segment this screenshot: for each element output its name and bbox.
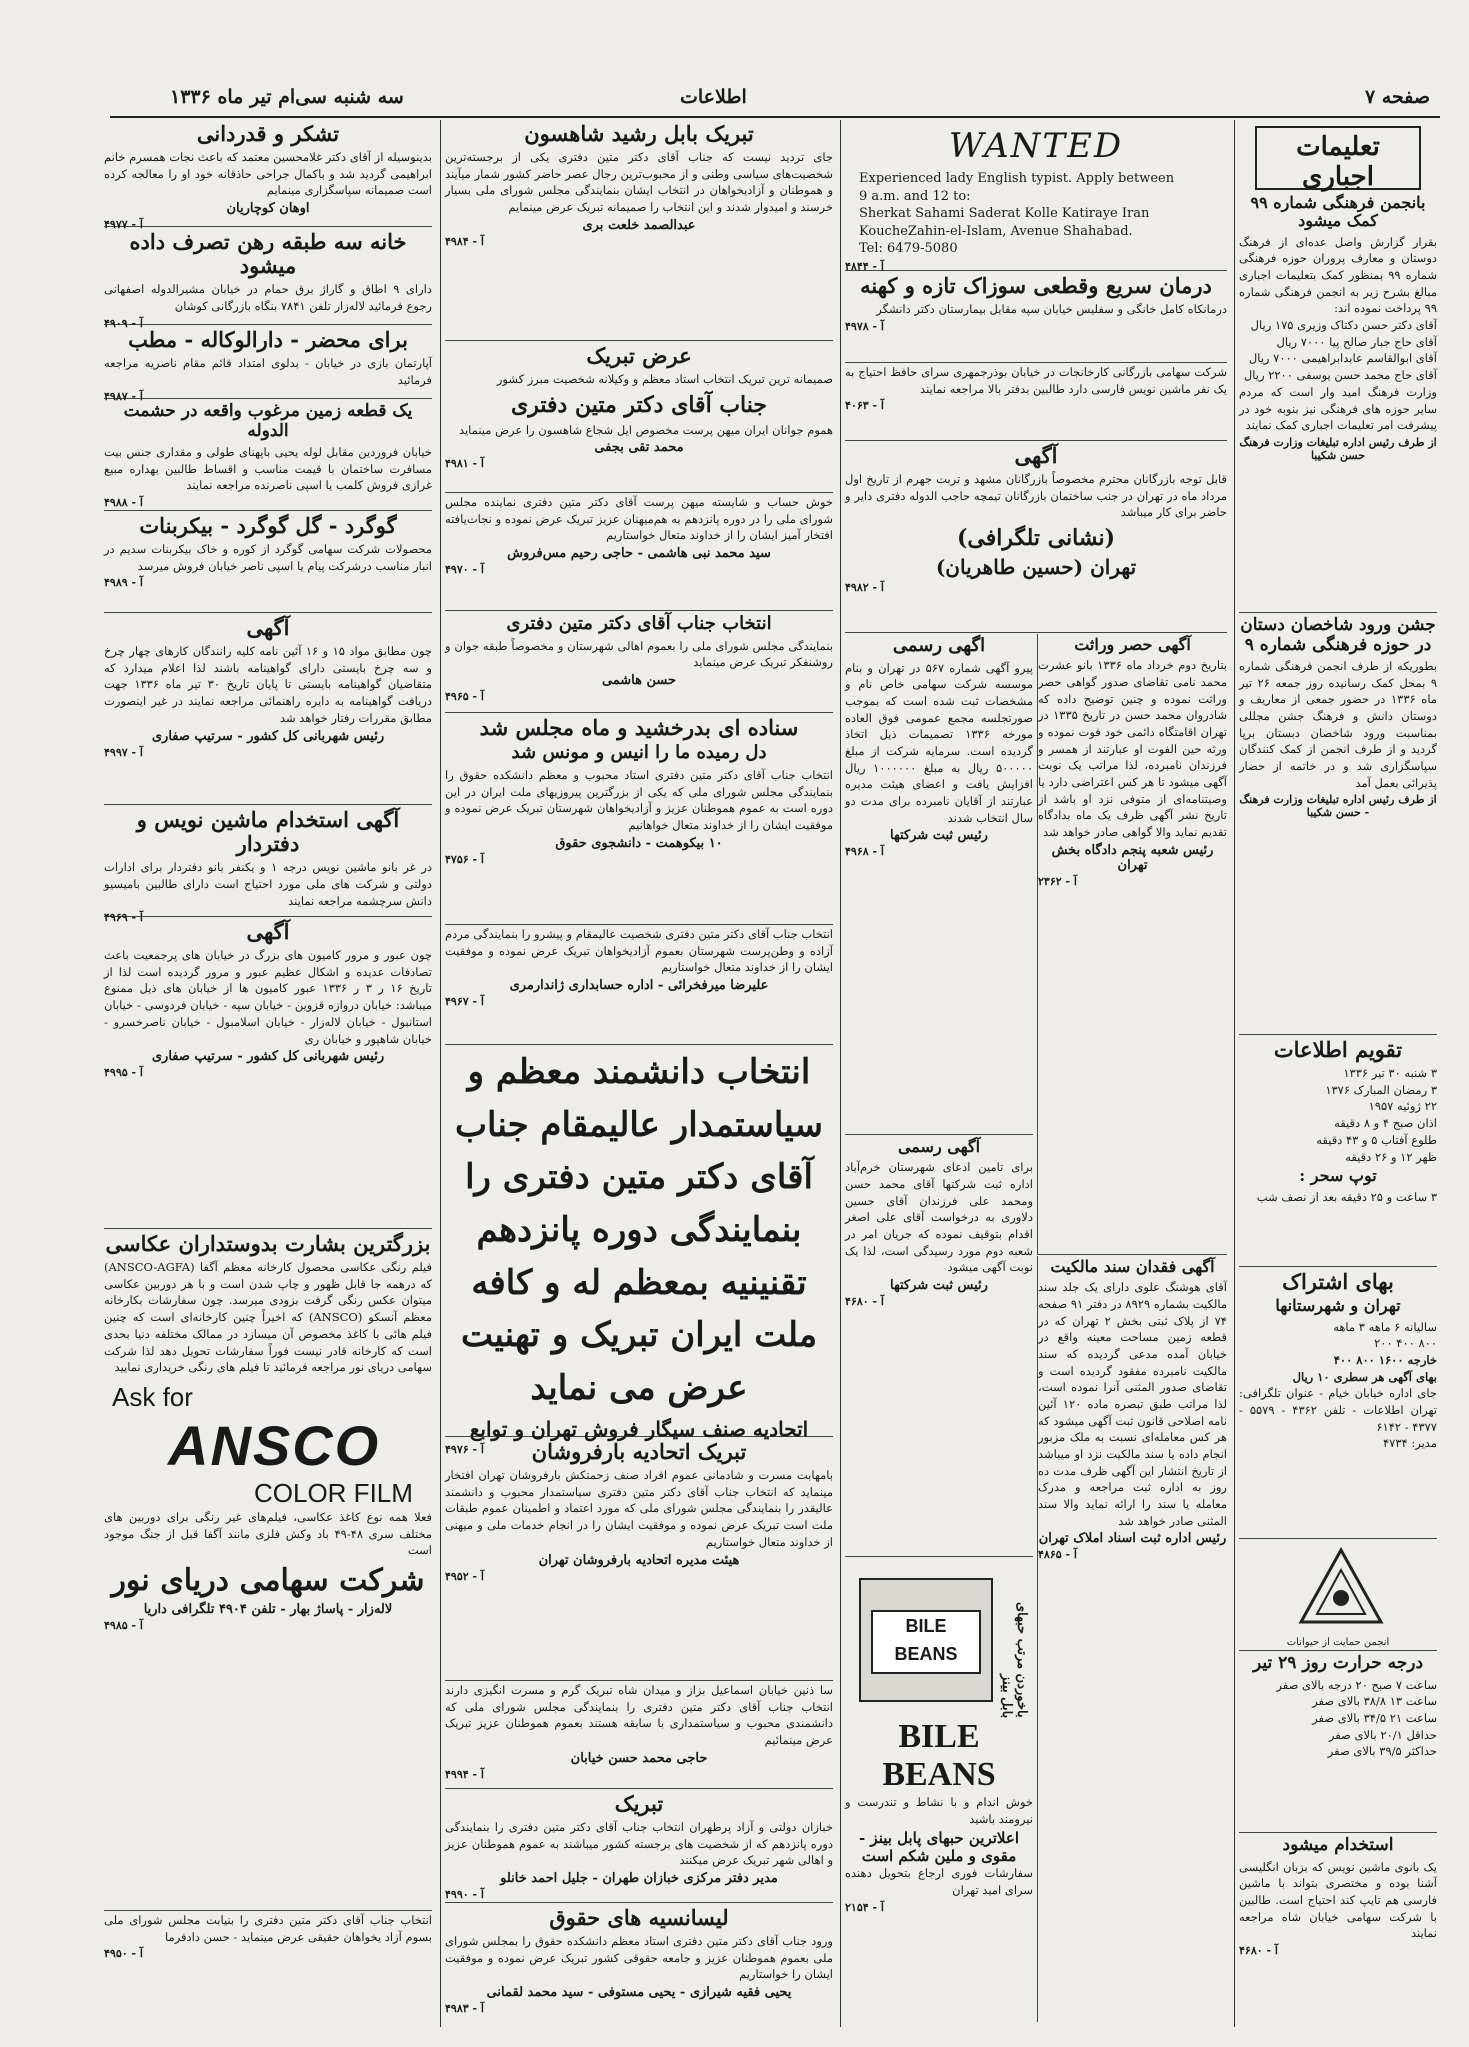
sanad-ref: آ - ۴۷۵۶ xyxy=(445,852,484,866)
shojaee-ad xyxy=(445,926,833,1045)
job-ref: آ - ۴۶۸۰ xyxy=(1239,1943,1278,1957)
treatment-ad xyxy=(845,272,1227,363)
shahsun-body: جای تردید نیست که جناب آقای دکتر متین دفتری یکی از برجسته‌ترین شخصیت‌های سیاسی وطنی و از محبوب‌ترین رجال عصر حاضر کشور شمار میآیند و هموطنان و آزادیخواهان در انتخاب ایشان بنمایندگی مجلس شورای ملی بسیار خرسند و امیدوار شدند و این انتخاب را صمیمانه تبریک عرض مینمایم xyxy=(445,150,833,215)
column-2 xyxy=(440,120,837,2027)
hasr-ad xyxy=(1037,634,1227,1255)
sulfur-ref: آ - ۴۹۸۹ xyxy=(104,576,143,590)
rasmi-signature: رئیس ثبت شرکتها xyxy=(890,828,988,844)
sulfur-ad xyxy=(104,512,432,613)
job-title: استخدام میشود xyxy=(1282,1835,1394,1855)
rasmi2-ad xyxy=(845,1136,1033,1557)
treatment-title: درمان سریع وقطعی سوزاک تازه و کهنه xyxy=(860,273,1212,298)
anjoman-ad xyxy=(1239,192,1437,613)
tabrik2-signature: مدیر دفتر مرکزی خبازان طهران - جلیل احمد خانلو xyxy=(500,1871,778,1887)
bile-beans-package-label: BILE BEANS xyxy=(871,1610,981,1674)
land-ref: آ - ۴۹۸۸ xyxy=(104,496,143,510)
wanted-ref: آ - ۴۸۴۴ xyxy=(845,259,884,273)
temperature-row-1: ساعت ۷ صبح ۲۰ درجه بالای صفر xyxy=(1276,1677,1437,1692)
sanad-subtitle: دل رمیده ما را انیس و مونس شد xyxy=(511,742,767,764)
wanted-title: WANTED xyxy=(948,126,1124,166)
ansco-ask: Ask for xyxy=(112,1381,193,1412)
notice2-ref: آ - ۴۹۹۵ xyxy=(104,1066,143,1080)
notice1-signature: رئیس شهربانی کل کشور - سرتیپ صفاری xyxy=(151,728,385,744)
bile-beans-package-image xyxy=(859,1578,993,1702)
bile-beans-title: BILE BEANS xyxy=(882,1718,996,1793)
tabrik-ref: آ - ۴۹۸۱ xyxy=(445,457,484,471)
temperature-title: درجه حرارت روز ۲۹ تیر xyxy=(1252,1653,1424,1673)
calendar-line-6: ظهر ۱۲ و ۲۶ دقیقه xyxy=(1345,1149,1437,1164)
tabrik2-title: تبریک xyxy=(614,1791,664,1816)
calendar-line-4: اذان صبح ۴ و ۸ دقیقه xyxy=(1334,1116,1437,1131)
hasr-signature: رئیس شعبه پنجم دادگاه بخش تهران xyxy=(1051,842,1214,873)
thanks-body: بدینوسیله از آقای دکتر غلامحسین معتمد که باعث نجات همسرم خانم ابراهیمی گردید شد و باکمال جراحی حاذقانه خود او را معالجه کرده است صمیمانه سپاسگزاری مینمایم xyxy=(103,150,432,198)
bile-beans-body: خوش اندام و با نشاط و تندرست و نیرومند باشید xyxy=(845,1795,1033,1826)
tabrik-ad xyxy=(445,342,833,493)
ansco-body: فیلم رنگی عکاسی محصول کارخانه معظم آگفا (ANSCO-AGFA) که درهمه جا قابل ظهور و چاپ شدن است و با هر دوربین عکاسی میتوان عکس رنگی گرفت بزودی میرسد. چون سفارشات بکارخانه معظم آنسکو (ANSCO) که اخیراً چنین کارخانه‌ای است که چنین فیلم هائی با کاغذ مخصوص آن میسازد در ممالک مختلفه دنیا بحدی است که کارخانه قادر نیست فوراً سفارشات تحویل دهد لذا شرکت سهامی دریای نور مراجعه فرمائید تا فیلم های رنگی خریداری نمایید xyxy=(104,1260,433,1375)
notice2-title: آگهی xyxy=(246,919,290,944)
tabrik2-body: خبازان دولتی و آزاد پرطهران انتخاب جناب آقای دکتر متین دفتری را بنمایندگی دوره پانزدهم که از شخصیت های برجسته کشور میباشند به عموم هموطنان عزیز و اهالی شهر تبریک عرض میکنند xyxy=(445,1820,833,1868)
entekhab-ref: آ - ۴۹۶۵ xyxy=(445,690,484,704)
shop-ref: آ - ۴۰۶۳ xyxy=(845,399,884,413)
jashn-title: جشن ورود شاخصان دستان در حوزه فرهنگی شماره ۹ xyxy=(1240,615,1436,655)
rasmi-title: اگهی رسمی xyxy=(892,635,986,656)
shojaee-body: انتخاب جناب آقای دکتر متین دفتری شخصیت عالیمقام و پیشرو را بنمایندگی مردم آزاده و وطن‌پرست شهرستان بعموم آزادیخواهان تبریک عرض نموده و موفقیت ایشان را از خداوند متعال خواستاریم xyxy=(445,927,833,975)
thanks-title: تشکر و قدردانی xyxy=(196,121,340,146)
big-congrats-text: انتخاب دانشمند معظم و سیاستمدار عالیمقام جناب آقای دکتر متین دفتری را بنمایندگی دوره پانزدهم تقنینیه بمعظم له و کافه ملت ایران تبریک و تهنیت عرض می نماید xyxy=(454,1052,824,1409)
rasmi2-ref: آ - ۴۶۸۰ xyxy=(845,1295,884,1309)
sanad-signature: ۱۰ بیکوهمت - دانشجوی حقوق xyxy=(555,835,723,851)
sahar-title: توپ سحر : xyxy=(1299,1166,1377,1186)
subscription-title: بهای اشتراک xyxy=(1282,1269,1394,1294)
sulfur-title: گوگرد - گل گوگرد - بیکربنات xyxy=(139,513,397,538)
notice2-signature: رئیس شهربانی کل کشور - سرتیپ صفاری xyxy=(151,1049,385,1065)
entekhab-body: بنمایندگی مجلس شورای ملی را بعموم اهالی شهرستان و مخصوصاً طبقه جوان و روشنفکر تبریک عرض مینماید xyxy=(445,638,833,670)
thanks-ad xyxy=(103,120,432,232)
house-ref: آ - ۴۹۰۹ xyxy=(104,316,143,330)
shop-ad xyxy=(845,364,1227,441)
land-title: یک قطعه زمین مرغوب واقعه در حشمت الدوله xyxy=(123,401,413,441)
notice1-ref: آ - ۴۹۹۷ xyxy=(104,745,143,759)
tabrik2-ref: آ - ۴۹۹۰ xyxy=(445,1888,484,1902)
sanad-ad xyxy=(445,714,833,925)
ansco-title: بزرگترین بشارت بدوستداران عکاسی xyxy=(105,1231,431,1256)
baarforush-title: تبریک اتحادیه بارفروشان xyxy=(531,1439,747,1464)
bile-beans-distributor: سفارشات فوری ارجاع بتحویل دهنده سرای امید تهران xyxy=(845,1866,1033,1898)
entekhab-signature: حسن هاشمی xyxy=(601,673,677,689)
issue-date: سه شنبه سی‌ام تیر ماه ۱۳۳۶ xyxy=(170,86,404,108)
land-ad xyxy=(104,400,432,511)
house-title: خانه سه طبقه رهن تصرف داده میشود xyxy=(129,229,407,279)
big-congrats-signature: اتحادیه صنف سیگار فروش تهران و توابع xyxy=(469,1416,809,1441)
column-3 xyxy=(840,120,1231,2027)
agahi-ad xyxy=(845,442,1227,633)
law-title: لیسانسیه های حقوق xyxy=(549,1905,729,1930)
agahi-body: قابل توجه بازرگانان محترم مخصوصاً بازرگانان مشهد و تربت جهرم از تاریخ اول مرداد ماه در تهران در جنب ساختمان بازرگانان تیمچه حاجب الدوله دفتری دایر و حاضر برای کار میباشد xyxy=(845,472,1227,520)
office-address: جای اداره خیابان خیام - عنوان تلگرافی: تهران اطلاعات - تلفن ۴۳۶۲ - ۵۵۷۹ - ۴۳۷۷ - ۶۱۴۲ xyxy=(1239,1386,1438,1434)
khoshnood-ad xyxy=(445,494,833,611)
hasr-title: آگهی حصر وراثت xyxy=(1074,635,1191,654)
shop-body: شرکت سهامی بازرگانی کارخانجات در خیابان بوذرجمهری سرای حافظ احتیاج به یک نفر ماشین نویس فارسی دارد طالبین بدفتر بالا مراجعه نمایند xyxy=(845,365,1227,396)
treatment-body: درمانکاه کامل خانگی و سفلیس خیابان سپه مقابل بیمارستان دکتر دانشگر xyxy=(876,302,1227,317)
tabrik-body-2: هموم جوانان ایران میهن پرست مخصوص ایل شجاع شاهسون را عرض مینماید xyxy=(458,422,833,437)
ansco-company: شرکت سهامی دریای نور xyxy=(111,1562,425,1598)
shojaee-ref: آ - ۴۹۶۷ xyxy=(445,995,484,1009)
tabrik2-ad xyxy=(445,1790,833,1903)
treatment-ref: آ - ۴۹۷۸ xyxy=(845,319,884,333)
column-1 xyxy=(100,120,436,2027)
temperature-row-4: حداقل ۲۰/۱ بالای صفر xyxy=(1328,1727,1437,1742)
ansco-body-2: فعلا همه نوع کاغذ عکاسی، فیلم‌های غیر رنگی برای دوربین های مختلف سری ۴۸-۴۹ باد وکش فلزی مانند آگفا قبل از جنگ موجود است xyxy=(104,1509,432,1558)
agahi-title: آگهی xyxy=(1014,443,1058,468)
anjoman-body: بقرار گزارش واصل عده‌ای از فرهنگ دوستان و معارف پروران حوزه فرهنگی شماره ۹۹ بمنظور کمک بتعلیمات اجباری مبالغ بشرح زیر به انجمن فرهنگی شماره ۹۹ پرداخت نموده اند: xyxy=(1239,234,1438,316)
election-ad xyxy=(104,1912,432,2022)
notary-body: آپارتمان بازی در خیابان - بدلوی امتداد قائم مقام ناصریه مراجعه فرمائید xyxy=(104,356,432,387)
tabrik-title: عرض تبریک xyxy=(586,343,692,368)
anjoman-signature: از طرف رئیس اداره تبلیغات وزارت فرهنگ حسن شکیبا xyxy=(1239,435,1437,462)
ansco-color-film: COLOR FILM xyxy=(254,1477,413,1508)
bile-beans-ref: آ - ۲۱۵۴ xyxy=(845,1900,884,1914)
baarforush-ad xyxy=(445,1438,833,1681)
haji-body: سا ذنین خیابان اسماعیل بزاز و میدان شاه تبریک گرم و مسرت انگیزی دارند انتخاب جناب آقای دکتر متین دفتری را بنمایندگی مجلس شورای ملی که دانشمندی محبوب و سیاستمداری با سابقه هستند بعموم هموطنان عزیز تبریک عرض مینمائیم xyxy=(445,1683,833,1748)
subscription-subtitle: تهران و شهرستانها xyxy=(1275,1296,1401,1316)
calendar-line-3: ۲۲ ژوئیه ۱۹۵۷ xyxy=(1368,1099,1437,1114)
anjoman-item-4: آقای حاج محمد حسن یوسفی ۲۲۰۰ ریال xyxy=(1243,368,1437,383)
khoshnood-body: خوش حساب و شایسته میهن پرست آقای دکتر متین دفتری نماینده مجلس شورای ملی را در دوره پانزدهم به هم‌میهنان عزیز تبریک عرض نموده و نجات‌یافته افتخار آمیز ایشان را از خداوند متعال خواستاریم xyxy=(445,495,833,543)
mali-title: آگهی فقدان سند مالکیت xyxy=(1050,1257,1215,1276)
calendar-box xyxy=(1239,1036,1437,1267)
calendar-line-1: ۳ شنبه ۳۰ تیر ۱۳۳۶ xyxy=(1343,1066,1437,1081)
subscription-row-1: سالیانه ۶ ماهه ۳ ماهه xyxy=(1333,1319,1437,1334)
wanted-line-2: 9 a.m. and 12 to: xyxy=(859,188,971,204)
editor-line: مدیر: ۴۷۳۴ xyxy=(1383,1436,1437,1451)
anjoman-item-1: آقای دکتر حسن دکتاک وزیری ۱۷۵ ریال xyxy=(1250,318,1437,333)
ansco-ad xyxy=(104,1230,432,1911)
mali-signature: رئیس اداره ثبت اسناد املاک تهران xyxy=(1038,1531,1227,1547)
temperature-row-2: ساعت ۱۳ ۳۸/۸ بالای صفر xyxy=(1312,1694,1437,1709)
subscription-row-3: خارجه ۱۶۰۰ ۸۰۰ ۴۰۰ xyxy=(1333,1352,1437,1367)
mali-ad xyxy=(1037,1256,1227,2022)
ansco-address: لاله‌زار - پاساژ بهار - تلفن ۴۹۰۴ تلگرافی داریا xyxy=(143,1601,393,1617)
section-title-box xyxy=(1255,126,1421,190)
law-ref: آ - ۴۹۸۳ xyxy=(445,2002,484,2016)
bile-beans-vertical-text: باخوردن مرتب حبهای بابل بینز xyxy=(999,1602,1029,1718)
sanad-body: انتخاب جناب آقای دکتر متین دفتری استاد محبوب و معظم دانشکده حقوق را بنمایندگی مجلس شورای ملی که یکی از بزرگترین پیروزیهای ملت ایران در این دوره است به عموم هموطنان عزیز و آزادیخواهان شهرستان تبریک عرض نموده و موفقیت ایشان را از خداوند متعال خواهانیم xyxy=(445,767,833,832)
notice1-body: چون مطابق مواد ۱۵ و ۱۶ آئین نامه کلیه رانندگان کارهای چهار چرخ و سه چرخ بایستی دارای گواهینامه باشند لذا اعلام میدارد که متقاضیان گواهینامه بایستی تا پایان تاریخ ۳۰ تیر ماه ۱۳۳۶ جهت دریافت گواهینامه به دایره راهنمائی مراجعه نمایند در غیر اینصورت مطابق مقررات رفتار خواهد شد xyxy=(104,644,432,725)
tabrik-body: صمیمانه ترین تبریک انتخاب استاد معظم و وکیلانه شخصیت مبرز کشور xyxy=(496,372,833,387)
job-ad xyxy=(1239,1834,1437,2022)
thanks-ref: آ - ۴۹۷۷ xyxy=(104,218,143,232)
emblem-label: انجمن حمایت از حیوانات xyxy=(1286,1637,1390,1648)
thanks-signature: اوهان کوچاریان xyxy=(226,201,310,217)
haji-signature: حاجی محمد حسن خیابان xyxy=(570,1750,708,1766)
masthead xyxy=(110,80,1440,118)
job-body: یک بانوی ماشین نویس که بزبان انگلیسی آشنا بوده و مختصری بتواند با ماشین فارسی هم تایپ کند احتیاج است. طالبین با شرکت سهامی خیابان شاه مراجعه نمایند xyxy=(1239,1859,1437,1941)
calendar-title: تقویم اطلاعات xyxy=(1273,1037,1403,1062)
tabrik-signature: محمد تقی بجفی xyxy=(594,440,684,456)
paper-name: اطلاعات xyxy=(680,86,747,108)
election-ref: آ - ۴۹۵۰ xyxy=(104,1947,143,1961)
land-body: خیابان فروردین مقابل لوله یحیی باپهنای طولی و مقداری جنس بیت مسافرت ساختمان با قیمت مناسب و اقساط طالبین بهداره مبیع غرازی فروش کلمب یا اسپی ناصرنده مراجعه نمایند xyxy=(104,445,432,493)
jashn-ad xyxy=(1239,614,1437,1035)
calendar-line-5: طلوع آفتاب ۵ و ۴۳ دقیقه xyxy=(1316,1132,1437,1147)
agahi-ref: آ - ۴۹۸۲ xyxy=(845,581,884,595)
notice1-title: آگهی xyxy=(246,615,290,640)
notary-ad xyxy=(104,326,432,404)
temperature-box xyxy=(1239,1652,1437,1833)
wanted-line-3: Sherkat Sahami Saderat Kolle Katiraye Iran xyxy=(859,206,1150,222)
baarforush-signature: هیئت مدیره اتحادیه بارفروشان تهران xyxy=(538,1552,740,1568)
rasmi2-body: برای تامین ادعای شهرستان خرم‌آباد اداره ثبت شرکتها آقای محمد حسن ومحمد علی فرزندان آقای حسین دلاوری به درخواست آقای علی اصغر اقدام بتوقیف نموده که جریان امر در شعبه دوم مورد رسیدگی است، لذا یک نوبت آگهی میشود xyxy=(845,1160,1033,1275)
hiring-ad xyxy=(104,806,433,925)
entekhab-title: انتخاب جناب آقای دکتر متین دفتری xyxy=(506,613,772,634)
house-ad xyxy=(104,228,432,330)
notary-title: برای محضر - دارالوکاله - مطب xyxy=(128,327,408,352)
khoshnood-signature: سید محمد نبی هاشمی - حاجی رحیم مس‌فروش xyxy=(507,546,771,562)
ad-price: بهای آگهی هر سطری ۱۰ ریال xyxy=(1292,1369,1437,1384)
wanted-ad xyxy=(845,120,1227,271)
baarforush-ref: آ - ۴۹۵۲ xyxy=(445,1569,484,1583)
emblem-icon xyxy=(1299,1548,1383,1626)
baarforush-body: بامهابت مسرت و شادمانی عموم افراد صنف زحمتکش بارفروشان تهران افتخار مینماید که انتخاب جناب آقای دکتر متین دفتری سیاستمدار محبوب و دانشمند عالیقدر را بنمایندگی مجلس شورای ملی که مورد اعتماد و اطمینان عموم طبقات ملت است تبریک عرض نموده و موفقیت ایشان را در انجام خدمات ملی و میهنی از خداوند متعال خواستاریم xyxy=(445,1468,833,1549)
election-body: انتخاب جناب آقای دکتر متین دفتری را بنیابت مجلس شورای ملی بسوم آزاد یخواهان حقیقی عرض مینماید - حسن دادفرما xyxy=(104,1913,432,1944)
shojaee-signature: علیرضا میرفخرائی - اداره حسابداری ژاندارمری xyxy=(509,978,769,994)
ansco-ref: آ - ۴۹۸۵ xyxy=(104,1618,143,1632)
hiring-body: در غر بانو ماشین نویس درجه ۱ و یکنفر بانو دفتردار برای ادارات دولتی و شرکت های ملی مورد احتیاج است دارای طالبین بامیسیو دانش سرچشمه مراجعه نمایند xyxy=(104,860,433,908)
agahi-highlight: (نشانی تلگرافی) xyxy=(956,525,1116,552)
jashn-body: بطوریکه از طرف انجمن فرهنگی شماره ۹ بمحل کمک رسانیده روز جمعه ۲۶ تیر ماه ۱۳۳۶ در حضور جمعی از معاریف و دوستان دانش و فرهنگ جشن مجللی بمناسبت ورود شاخصان دبستان برپا گردید و از طرف انجمن از کمک کنندگان سپاسگزاری شد و در خاتمه از حضار پذیرائی بعمل آمد xyxy=(1239,659,1437,790)
rasmi2-title: آگهی رسمی xyxy=(897,1137,981,1156)
anjoman-item-3: آقای ابوالقاسم عابدابراهیمی ۷۰۰۰ ریال xyxy=(1248,351,1437,366)
sulfur-body: محصولات شرکت سهامی گوگرد از کوره و خاک بیکربنات سدیم در انبار مناسب درشرکت پیام یا اسپی ناصر خیابان فروش میرسد xyxy=(104,542,432,573)
haji-ad xyxy=(445,1682,833,1789)
subscription-box xyxy=(1239,1268,1437,1539)
column-4 xyxy=(1234,120,1441,2027)
rasmi-ad xyxy=(845,634,1033,1135)
emblem-box xyxy=(1239,1540,1437,1651)
hasr-ref: آ - ۲۳۶۲ xyxy=(1038,874,1077,888)
hiring-title: آگهی استخدام ماشین نویس و دفتردار xyxy=(136,807,400,857)
bile-beans-body-2: اعلاترین حبهای پابل بینز - مقوی و ملین شکم است xyxy=(858,1829,1020,1866)
agahi-signature: تهران (حسین طاهریان) xyxy=(935,555,1137,580)
temperature-row-3: ساعت ۲۱ ۳۴/۵ بالای صفر xyxy=(1312,1710,1437,1725)
mali-body: آقای هوشنگ علوی دارای یک جلد سند مالکیت بشماره ۸۹۲۹ در دفتر ۹۱ صفحه ۷۴ از پلاک ثبتی بخش ۲ تهران که در قطعه زمین مساحت معینه واقع در خیابان آمده مدعی گردیده که سند مالکیت نامبرده مفقود گردیده است و تقاضای صدور المثنی آنرا نموده است، لذا مراتب طبق تبصره ماده ۱۲۰ آئین نامه اصلاحی قانون ثبت آگهی میشود که هر کس معامله‌ای نسبت به ملک مزبور انجام داده یا سند مالکیت نزد او میباشد از تاریخ انتشار این آگهی ظرف مدت ده روز به اداره ثبت مراجعه و مدرک معامله یا سند را ارائه نماید والا سند المثنی صادر خواهد شد xyxy=(1038,1280,1227,1528)
house-body: دارای ۹ اطاق و گاراژ برق حمام در خیابان مشیرالدوله اصفهانی رجوع فرمائید لاله‌زار تلفن ۷۸۴۱ بنگاه بازرگانی کوشان xyxy=(104,282,432,313)
sanad-title: سناده ای بدرخشید و ماه مجلس شد xyxy=(479,715,799,740)
anjoman-item-2: آقای حاج جبار صالح پیا ۷۰۰۰ ریال xyxy=(1276,334,1437,349)
shahsun-title: تبریک بابل رشید شاهسون xyxy=(524,121,754,146)
mali-ref: آ - ۴۸۶۵ xyxy=(1038,1548,1077,1562)
law-signature: یحیی فقیه شیرازی - یحیی مستوفی - سید محمد لقمانی xyxy=(486,1985,792,2001)
rasmi2-signature: رئیس ثبت شرکتها xyxy=(890,1278,988,1294)
section-title: تعلیمات اجباری xyxy=(1296,132,1380,192)
bile-beans-ad xyxy=(845,1558,1033,2022)
entekhab-ad xyxy=(445,612,833,713)
tabrik-highlight: جناب آقای دکتر متین دفتری xyxy=(510,391,767,418)
wanted-line-4: KoucheZahin-el-Islam, Avenue Shahabad. xyxy=(859,223,1133,239)
jashn-signature: از طرف رئیس اداره تبلیغات وزارت فرهنگ - حسن شکیبا xyxy=(1239,793,1437,820)
sahar-time: ۳ ساعت و ۲۵ دقیقه بعد از نصف شب xyxy=(1256,1189,1437,1204)
rasmi-body: پیرو آگهی شماره ۵۶۷ در تهران و بنام موسسه شرکت سهامی خاص نام و مشخصات ثبت شده است که بموجب صورتجلسه مجمع عمومی فوق العاده مورخه ۱۳۳۶ تصمیمات ذیل اتخاذ گردیده است. سرمایه شرکت از مبلغ ۵۰۰۰۰۰ ریال به مبلغ ۱۰۰۰۰۰۰ ریال افزایش یافت و اعضای هیئت مدیره عبارتند از آقایان نامبرده برای مدت دو سال انتخاب شدند xyxy=(845,660,1033,825)
ansco-brand: ANSCO xyxy=(168,1413,381,1477)
notary-ref: آ - ۴۹۸۷ xyxy=(104,390,143,404)
anjoman-title: بانجمن فرهنگی شماره ۹۹ کمک میشود xyxy=(1250,193,1426,231)
shahsun-ad xyxy=(445,120,833,341)
shahsun-signature: عبدالصمد خلعت بری xyxy=(582,217,696,233)
temperature-row-5: حداکثر ۳۹/۵ بالای صفر xyxy=(1327,1744,1437,1759)
big-congrats-ref: آ - ۴۹۷۶ xyxy=(445,1442,484,1456)
notice1-ad xyxy=(104,614,432,805)
calendar-line-2: ۳ رمضان المبارک ۱۳۷۶ xyxy=(1325,1082,1437,1097)
haji-ref: آ - ۴۹۹۴ xyxy=(445,1767,484,1781)
wanted-line-5: Tel: 6479-5080 xyxy=(859,241,958,257)
khoshnood-ref: آ - ۴۹۷۰ xyxy=(445,563,484,577)
law-ad xyxy=(445,1904,833,2022)
anjoman-body-2: وزارت فرهنگ امید وار است که مردم سایر حوزه های فرهنگی نیز بنوبه خود در پیشرفت امر تعلیمات اجباری کمک نمایند xyxy=(1239,384,1437,433)
hiring-ref: آ - ۴۹۶۹ xyxy=(104,911,143,925)
notice2-body: چون عبور و مرور کامیون های بزرگ در خیابان های پرجمعیت باعث تصادفات عدیده و اشکال عظیم عبور و مرور گردیده است لذا از تاریخ ۱۶ ر ۳ ر ۱۳۳۶ عبور کامیون ها از خیابان های ذیل ممنوع میباشد: خیابان دروازه قزوین - خیابان سپه - خیابان فردوسی - خیابان استانبول - خیابان لاله‌زار - خیابان اسلامبول - خیابان ناصرخسرو - خیابان شاهپور و خیابان ری xyxy=(104,948,432,1046)
rasmi-ref: آ - ۴۹۶۸ xyxy=(845,845,884,859)
wanted-line-1: Experienced lady English typist. Apply between xyxy=(859,171,1175,186)
shahsun-ref: آ - ۴۹۸۴ xyxy=(445,234,484,248)
subscription-row-2: ۸۰۰ ۴۰۰ ۲۰۰ xyxy=(1374,1336,1437,1351)
page-number: صفحه ۷ xyxy=(1364,86,1430,108)
notice2-ad xyxy=(104,918,432,1229)
law-body: ورود جناب آقای دکتر متین دفتری استاد معظم دانشکده حقوق را بمجلس شورای ملی بعموم هموطنان عزیز و جامعه حقوقی کشور تبریک عرض نموده و موفقیت ایشان را خواستاریم xyxy=(445,1934,833,1982)
hasr-body: بتاریخ دوم خرداد ماه ۱۳۳۶ بانو عشرت محمد نامی تقاضای صدور گواهی حصر وراثت نموده و چنین توضیح داده که شادروان محمد حسن در تاریخ ۱۳۳۵ در تهران اقامتگاه دائمی خود فوت نموده و ورثه حین الفوت او عبارتند از همسر و فرزندان نامبرده، لذا مراتب یک نوبت آگهی میشود تا هر کس اعتراضی دارد یا وصیتنامه‌ای از متوفی نزد او باشد از تاریخ نشر آگهی ظرف یک ماه بدادگاه تقدیم نماید والا گواهی صادر خواهد شد xyxy=(1038,658,1227,840)
